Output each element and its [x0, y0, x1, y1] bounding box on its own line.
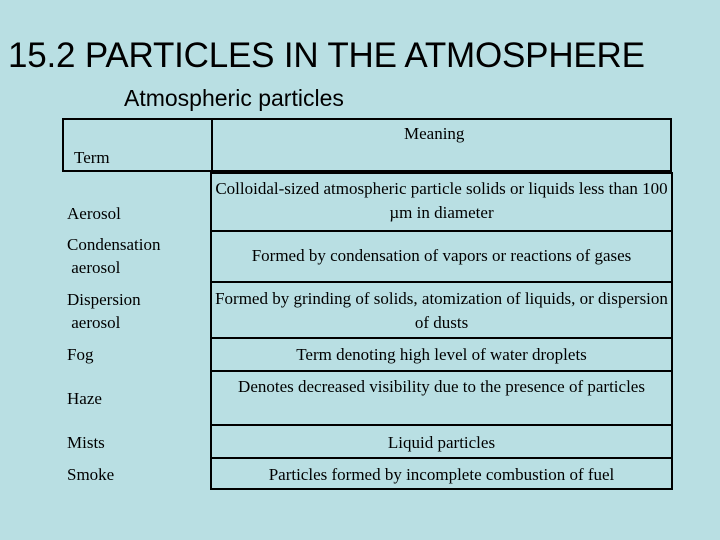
row-divider	[210, 370, 673, 372]
row-divider	[210, 281, 673, 283]
table-header-box	[62, 118, 672, 172]
table-row-meaning: Formed by grinding of solids, atomization of liquids, or dispersion of dusts	[215, 289, 668, 332]
row-divider	[210, 230, 673, 232]
table-row-meaning: Formed by condensation of vapors or reactions of gases	[251, 246, 632, 265]
row-divider	[210, 337, 673, 339]
table-row-meaning: Colloidal-sized atmospheric particle solids or liquids less than 100 µm in diameter	[215, 179, 668, 222]
table-row-term: Mists	[67, 433, 105, 452]
row-divider	[210, 424, 673, 426]
slide-title: 15.2 PARTICLES IN THE ATMOSPHERE	[8, 36, 645, 75]
table-row-term: Smoke	[67, 465, 115, 484]
meaning-column-header: Meaning	[404, 124, 465, 143]
table-row-term: Aerosol	[67, 204, 121, 223]
table-row-meaning: Particles formed by incomplete combustion of fuel	[268, 465, 615, 484]
table-row-term: Condensation aerosol	[67, 235, 161, 277]
table-row-term: Dispersion aerosol	[67, 290, 141, 332]
header-divider	[211, 120, 213, 170]
table-row-term: Fog	[67, 345, 94, 364]
term-column-header: Term	[74, 148, 110, 167]
slide-subtitle: Atmospheric particles	[124, 85, 344, 111]
table-row-meaning: Denotes decreased visibility due to the presence of particles	[238, 377, 645, 396]
table-row-term: Haze	[67, 389, 102, 408]
row-divider	[210, 457, 673, 459]
table-row-meaning: Liquid particles	[387, 433, 496, 452]
table-row-meaning: Term denoting high level of water droplets	[296, 345, 587, 364]
